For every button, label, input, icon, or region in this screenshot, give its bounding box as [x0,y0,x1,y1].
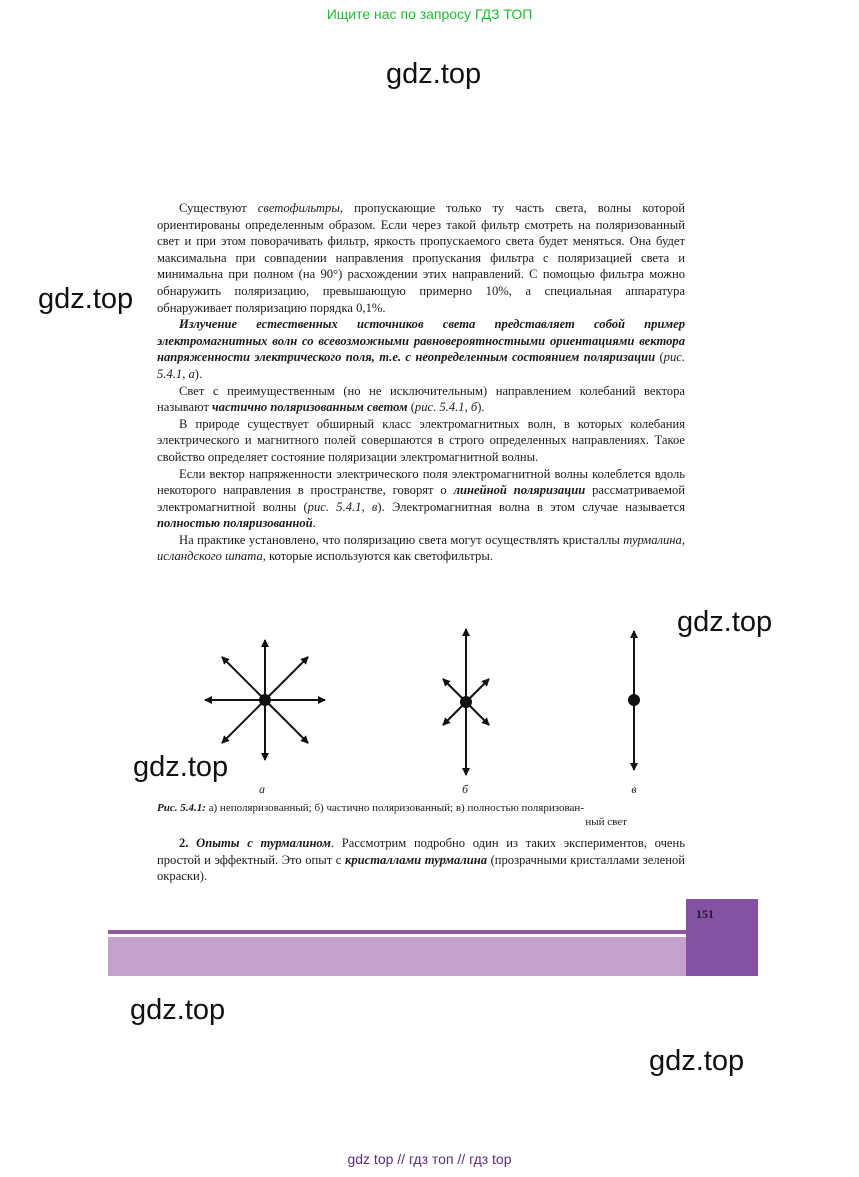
caption-lead: Рис. 5.4.1: [157,802,206,814]
text-run: 2. [179,836,197,850]
text-run: Излучение естественных источников света представляет собой пример электромагнитных волн со всевозможными равновероятностными ориентациями вектора напряженности электрического поля, т.е. с неопределенным состоянием поляризации [157,317,685,365]
text-run: . Рассмотрим подробно один из таких экспериментов, очень простой и эффектный. Это опыт с [157,836,686,867]
text-run: , которые используются как светофильтры. [262,549,493,564]
text-run: кристаллами турмалина [344,852,488,867]
footer-band-line [108,930,686,934]
text-run: Опыты с турмалином [196,836,331,850]
caption-text: а) неполяризованный; б) частично поляризованный; в) полностью поляризован- [205,802,584,814]
text-run: рис. 5.4.1, в [307,499,378,514]
text-run: светофильтры [257,201,340,215]
text-run: , пропускающие только ту часть света, волны которой ориентированы определенным образом. Если через такой фильтр смотреть на поляризованный свет и при этом поворачивать фильтр, яркость пропускаемого света будет меняться. Она будет максимальна при совпадении направления пропускания фильтра с поляризацией света и минимальна при полном (на 90°) расхождении этих направлений. С помощью фильтра можно обнаружить поляризацию, превышающую примерно 10%, а специальная аппаратура обнаруживает поляризацию порядка 0,1%. [157,201,685,315]
text-run: ). Электромагнитная волна в этом случае называется [377,499,686,514]
unpolarized-diagram [205,640,325,760]
figure-caption [157,801,685,829]
text-run: рис. 5.4.1, б [414,400,478,415]
watermark: gdz.top [38,283,134,315]
text-run: На практике установлено, что поляризацию света могут осуществлять кристаллы [179,532,624,547]
watermark: gdz.top [133,751,229,783]
text-run: (прозрачными кристаллами зеленой окраски). [157,852,686,884]
text-run: частично поляризованным светом [212,400,408,415]
text-run: ( [655,350,664,365]
text-run: рассматриваемой электромагнитной волны ( [157,483,685,514]
text-run: ( [407,400,415,415]
text-run: , [681,532,685,547]
page-number-box [686,899,758,976]
text-run: Существуют [179,201,258,215]
figure-label-b: б [461,782,469,796]
body-text-2 [157,835,685,885]
footer-links[interactable]: gdz top // гдз топ // гдз top [347,1151,512,1167]
page-number: 151 [696,907,714,921]
fully-polarized-diagram [628,631,640,770]
watermark: gdz.top [130,994,226,1026]
text-run: В природе существует обширный класс электромагнитных волн, в которых колебания электрического и магнитного полей совершаются в строго определенных направлениях. Такое свойство определяет состояние поляризации электромагнитной волны. [157,416,685,464]
watermark: gdz.top [386,58,482,90]
text-run: ). [477,400,485,415]
footer-band [108,937,686,976]
figure-label-a: а [259,782,265,796]
watermark: gdz.top [677,606,773,638]
text-run: полностью поляризованной [157,516,313,531]
partially-polarized-diagram [443,629,489,775]
text-run: ). [194,366,203,381]
text-run: рис. 5.4.1, а [157,350,685,381]
text-run: Свет с преимущественным (но не исключительным) направлением колебаний вектора называют [157,383,685,415]
figure-label-v: в [631,782,637,796]
text-run: исландского шпата [157,549,263,564]
text-run: . [312,516,316,531]
watermark: gdz.top [649,1045,745,1077]
text-run: Если вектор напряженности электрического поля электромагнитной волны колеблется вдоль некоторого направления в пространстве, говорят о [157,466,685,498]
search-hint-link[interactable]: Ищите нас по запросу ГДЗ ТОП [326,6,533,22]
paragraph-tourmaline [157,835,685,885]
text-run: турмалина [623,532,682,547]
caption-line2: ный свет [585,816,627,828]
text-run: линейной поляризации [453,483,586,498]
